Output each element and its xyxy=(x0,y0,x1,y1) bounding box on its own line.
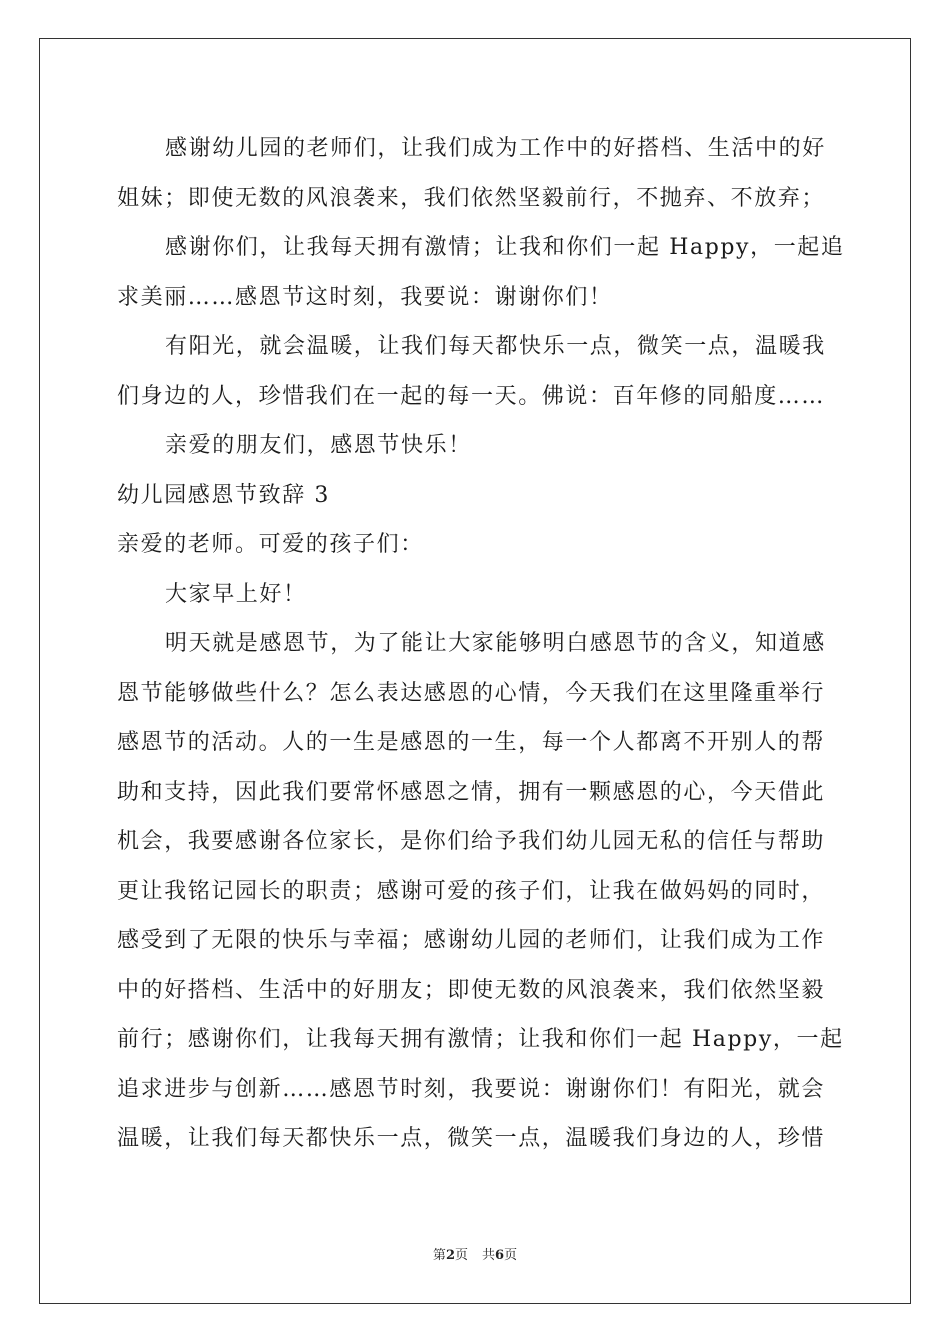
text-line: 求美丽……感恩节这时刻，我要说：谢谢你们！ xyxy=(117,284,613,310)
text-line: 明天就是感恩节，为了能让大家能够明白感恩节的含义，知道感 xyxy=(165,631,826,656)
text-line: 们身边的人，珍惜我们在一起的每一天。佛说：百年修的同船度…… xyxy=(117,383,826,409)
section-heading: 幼儿园感恩节致辞 3 xyxy=(117,482,330,508)
text-line: 助和支持，因此我们要常怀感恩之情，拥有一颗感恩的心，今天借此 xyxy=(117,779,826,805)
text-line: 中的好搭档、生活中的好朋友；即使无数的风浪袭来，我们依然坚毅 xyxy=(117,977,826,1003)
text-line: 亲爱的朋友们，感恩节快乐！ xyxy=(165,433,472,458)
document-body xyxy=(117,124,845,1164)
text-line: 温暖，让我们每天都快乐一点，微笑一点，温暖我们身边的人，珍惜 xyxy=(117,1126,826,1151)
text-line: 恩节能够做些什么？怎么表达感恩的心情，今天我们在这里隆重举行 xyxy=(117,680,826,706)
text-line: 有阳光，就会温暖，让我们每天都快乐一点，微笑一点，温暖我 xyxy=(165,334,826,359)
text-line: 追求进步与创新……感恩节时刻，我要说：谢谢你们！有阳光，就会 xyxy=(117,1076,826,1102)
text-line: 感受到了无限的快乐与幸福；感谢幼儿园的老师们，让我们成为工作 xyxy=(117,928,826,953)
text-line: 机会，我要感谢各位家长，是你们给予我们幼儿园无私的信任与帮助 xyxy=(117,829,826,854)
page-number: 2 xyxy=(445,1248,455,1263)
total-prefix: 共 xyxy=(482,1248,496,1263)
text-line: 感恩节的活动。人的一生是感恩的一生，每一个人都离不开别人的帮 xyxy=(117,730,826,755)
greeting: 大家早上好！ xyxy=(165,581,307,607)
text-line: 姐妹；即使无数的风浪袭来，我们依然坚毅前行，不抛弃、不放弃； xyxy=(117,185,826,211)
total-pages: 6 xyxy=(495,1248,505,1263)
text-line: 感谢你们，让我每天拥有激情；让我和你们一起 Happy，一起追 xyxy=(165,235,845,260)
salutation: 亲爱的老师。可爱的孩子们： xyxy=(117,532,424,557)
page-footer xyxy=(0,1244,950,1263)
text-line: 更让我铭记园长的职责；感谢可爱的孩子们，让我在做妈妈的同时， xyxy=(117,878,826,904)
page-prefix: 第 xyxy=(432,1248,446,1263)
total-suffix: 页 xyxy=(504,1248,518,1263)
text-line: 前行；感谢你们，让我每天拥有激情；让我和你们一起 Happy，一起 xyxy=(117,1027,844,1052)
text-line: 感谢幼儿园的老师们，让我们成为工作中的好搭档、生活中的好 xyxy=(165,136,826,161)
page-suffix: 页 xyxy=(454,1248,468,1263)
